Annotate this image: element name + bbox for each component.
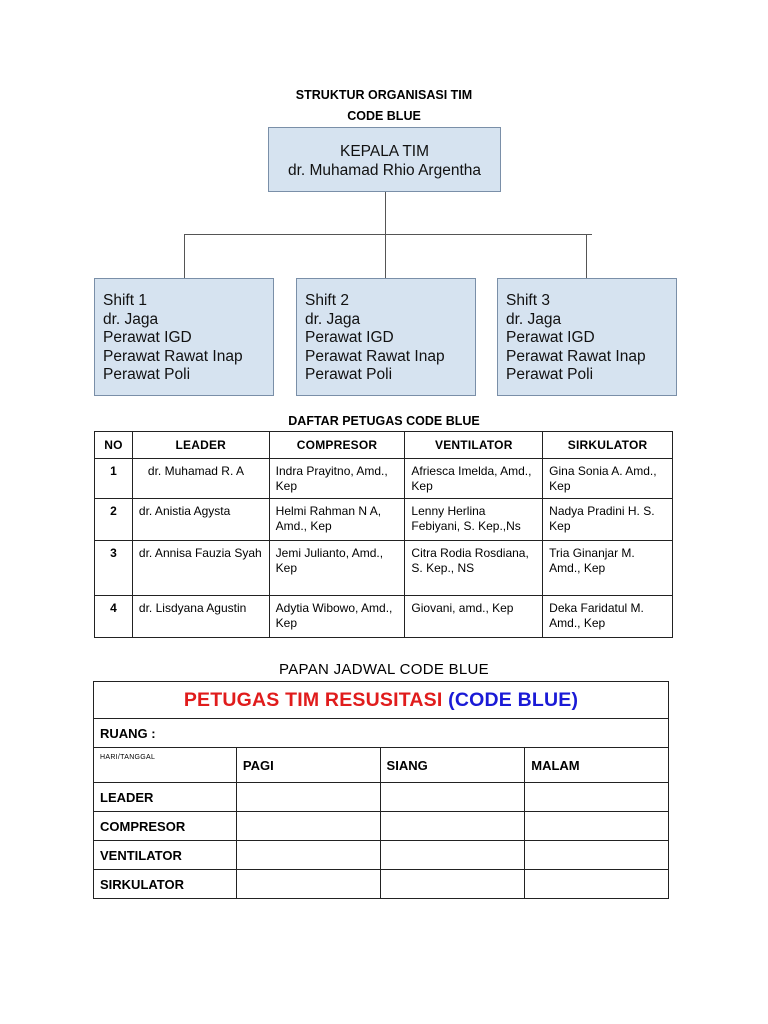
cell-ventilator: Giovani, amd., Kep — [405, 596, 543, 638]
shift-header-siang: SIANG — [380, 748, 525, 783]
schedule-cell — [380, 783, 525, 812]
jadwal-table — [93, 681, 669, 899]
jadwal-row — [94, 870, 669, 899]
cell-leader: dr. Anistia Agysta — [132, 499, 269, 541]
role-label: SIRKULATOR — [94, 870, 237, 899]
ruang-label: RUANG : — [94, 719, 669, 748]
org-chart-title-line2: CODE BLUE — [347, 109, 421, 123]
jadwal-banner-row — [94, 682, 669, 719]
org-chart-title-line1: STRUKTUR ORGANISASI TIM — [295, 88, 473, 102]
schedule-cell — [380, 870, 525, 899]
schedule-cell — [236, 812, 380, 841]
connector-shift-1 — [184, 234, 185, 278]
cell-sirkulator: Nadya Pradini H. S. Kep — [543, 499, 673, 541]
jadwal-ruang-row — [94, 719, 669, 748]
connector-vertical-main — [385, 192, 386, 235]
schedule-cell — [525, 812, 669, 841]
head-box — [268, 127, 501, 192]
schedule-cell — [380, 812, 525, 841]
shift-name: Shift 3 — [506, 292, 550, 309]
schedule-cell — [380, 841, 525, 870]
banner-blue-text: (CODE BLUE) — [448, 688, 579, 711]
head-name: dr. Muhamad Rhio Argentha — [287, 161, 481, 179]
hari-label: HARI/TANGGAL — [94, 748, 237, 783]
shift-member: Perawat IGD — [305, 329, 394, 346]
shift-member: Perawat IGD — [103, 329, 192, 346]
table-row — [95, 541, 673, 596]
cell-sirkulator: Tria Ginanjar M. Amd., Kep — [543, 541, 673, 596]
shift-member: Perawat Rawat Inap — [103, 347, 243, 365]
cell-ventilator: Lenny Herlina Febiyani, S. Kep.,Ns — [405, 499, 543, 541]
shift-member: Perawat Poli — [506, 366, 594, 383]
connector-shift-2 — [385, 234, 386, 278]
cell-no: 2 — [95, 499, 133, 541]
jadwal-row — [94, 812, 669, 841]
role-label: COMPRESOR — [94, 812, 237, 841]
cell-sirkulator: Gina Sonia A. Amd., Kep — [543, 459, 673, 499]
head-role: KEPALA TIM — [339, 143, 430, 160]
shift-member: Perawat Poli — [103, 366, 191, 383]
shift-member: Perawat Rawat Inap — [305, 347, 445, 365]
cell-compresor: Adytia Wibowo, Amd., Kep — [269, 596, 405, 638]
header-ventilator: VENTILATOR — [405, 432, 543, 459]
connector-shift-3 — [586, 234, 587, 278]
shift-member: Perawat Poli — [305, 366, 393, 383]
petugas-table — [94, 431, 673, 638]
cell-compresor: Helmi Rahman N A, Amd., Kep — [269, 499, 405, 541]
role-label: VENTILATOR — [94, 841, 237, 870]
shift-member: dr. Jaga — [305, 310, 361, 328]
shift-box-3 — [497, 278, 677, 396]
role-label: LEADER — [94, 783, 237, 812]
shift-member: dr. Jaga — [103, 310, 159, 328]
shift-header-malam: MALAM — [525, 748, 669, 783]
cell-compresor: Indra Prayitno, Amd., Kep — [269, 459, 405, 499]
cell-leader: dr. Annisa Fauzia Syah — [132, 541, 269, 596]
shift-member: Perawat IGD — [506, 329, 595, 346]
cell-sirkulator: Deka Faridatul M. Amd., Kep — [543, 596, 673, 638]
shift-name: Shift 2 — [305, 292, 349, 309]
cell-ventilator: Afriesca Imelda, Amd., Kep — [405, 459, 543, 499]
header-compresor: COMPRESOR — [269, 432, 405, 459]
cell-ventilator: Citra Rodia Rosdiana, S. Kep., NS — [405, 541, 543, 596]
cell-leader: dr. Lisdyana Agustin — [132, 596, 269, 638]
cell-compresor: Jemi Julianto, Amd., Kep — [269, 541, 405, 596]
schedule-cell — [236, 841, 380, 870]
jadwal-row — [94, 783, 669, 812]
header-no: NO — [95, 432, 133, 459]
header-leader: LEADER — [132, 432, 269, 459]
schedule-cell — [525, 841, 669, 870]
connector-horizontal — [184, 234, 592, 235]
shift-box-2 — [296, 278, 476, 396]
shift-header-pagi: PAGI — [236, 748, 380, 783]
schedule-cell — [525, 783, 669, 812]
jadwal-title: PAPAN JADWAL CODE BLUE — [279, 661, 489, 678]
cell-no: 1 — [95, 459, 133, 499]
table-row — [95, 499, 673, 541]
cell-no: 4 — [95, 596, 133, 638]
cell-no: 3 — [95, 541, 133, 596]
table-row — [95, 459, 673, 499]
schedule-cell — [236, 870, 380, 899]
shift-name: Shift 1 — [103, 292, 147, 309]
schedule-cell — [236, 783, 380, 812]
banner-red-text: PETUGAS TIM RESUSITASI — [183, 688, 443, 711]
petugas-table-title: DAFTAR PETUGAS CODE BLUE — [288, 414, 480, 428]
jadwal-header-row — [94, 748, 669, 783]
table-row — [95, 596, 673, 638]
shift-box-1 — [94, 278, 274, 396]
header-sirkulator: SIRKULATOR — [543, 432, 673, 459]
shift-member: dr. Jaga — [506, 310, 562, 328]
jadwal-row — [94, 841, 669, 870]
table-header-row — [95, 432, 673, 459]
schedule-cell — [525, 870, 669, 899]
cell-leader: dr. Muhamad R. A — [132, 459, 269, 499]
shift-member: Perawat Rawat Inap — [506, 347, 646, 365]
jadwal-banner — [94, 682, 669, 719]
